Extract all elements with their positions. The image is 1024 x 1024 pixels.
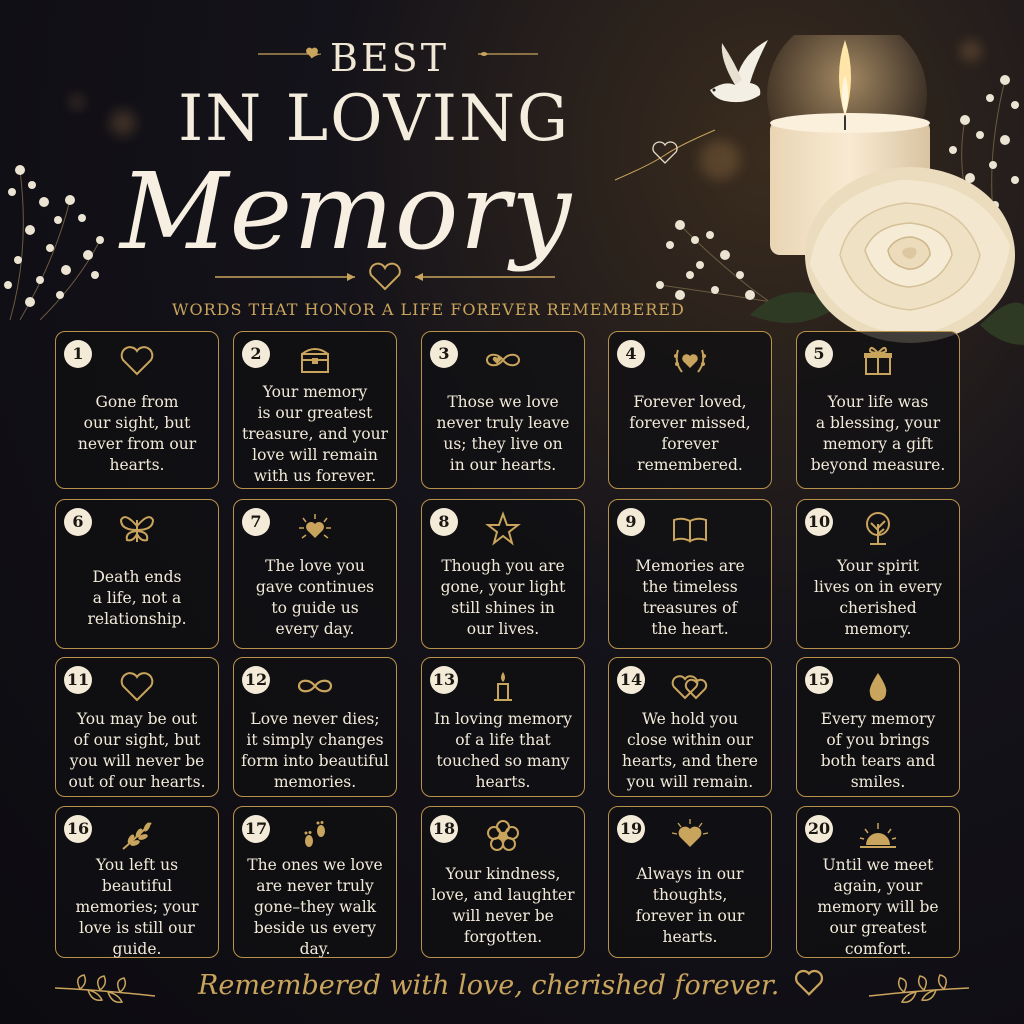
quote-line: is our greatest	[257, 403, 373, 422]
quote-card-14	[608, 657, 772, 797]
quote-line: us; they live on	[443, 435, 563, 453]
card-number-badge: 11	[64, 666, 92, 694]
card-quote	[62, 855, 212, 960]
quote-card-4	[608, 331, 772, 489]
card-number-badge: 12	[242, 666, 270, 694]
quote-line: In loving memory	[434, 710, 572, 728]
quote-line: hearts.	[662, 928, 718, 946]
quote-line: a life, not a	[92, 588, 182, 607]
card-number-badge: 4	[617, 340, 645, 368]
quote-line: you will never be	[69, 752, 205, 770]
card-quote	[240, 556, 390, 640]
quote-line: form into beautiful	[241, 752, 389, 770]
card-number-badge: 17	[242, 815, 270, 843]
quote-line: of a life that	[455, 731, 551, 749]
footer-text: Remembered with love, cherished forever.	[198, 970, 780, 1001]
quote-line: love, and laughter	[431, 886, 575, 904]
card-quote	[240, 382, 390, 487]
quote-line: beautiful	[101, 877, 173, 895]
quote-line: a blessing, your	[815, 414, 941, 432]
quote-line: thoughts,	[652, 886, 728, 904]
quote-line: Your life was	[827, 393, 929, 411]
quote-line: Your spirit	[837, 557, 919, 575]
title-best: BEST	[330, 36, 450, 80]
card-quote	[803, 855, 953, 960]
quote-line: Every memory	[820, 710, 936, 728]
title-in-loving: IN LOVING	[178, 82, 571, 156]
quote-line: memory.	[844, 620, 912, 638]
gift-icon	[858, 342, 898, 378]
heart-icon	[117, 668, 157, 704]
infinity-hearts-icon	[483, 342, 523, 378]
quote-line: remembered.	[637, 456, 743, 474]
quote-line: both tears and	[820, 752, 936, 770]
quote-line: lives on in every	[813, 578, 943, 596]
quote-line: hearts.	[475, 773, 531, 791]
card-quote	[615, 864, 765, 948]
subtitle: WORDS THAT HONOR A LIFE FOREVER REMEMBERED	[172, 300, 685, 319]
card-number-badge: 9	[617, 508, 645, 536]
quote-line: You may be out	[76, 710, 198, 728]
card-quote	[803, 709, 953, 793]
bokeh-light	[70, 95, 84, 109]
quote-card-10	[796, 499, 960, 649]
card-quote	[62, 567, 212, 630]
card-number-badge: 20	[805, 815, 833, 843]
quote-line: comfort.	[844, 940, 912, 958]
quote-card-2	[233, 331, 397, 489]
quote-card-1	[55, 331, 219, 489]
quote-card-20	[796, 806, 960, 958]
quote-line: Those we love	[447, 393, 559, 411]
sunrise-icon	[858, 817, 898, 853]
bokeh-light	[960, 40, 982, 62]
quote-line: the timeless	[642, 578, 738, 596]
quote-line: touched so many	[436, 752, 570, 770]
quote-line: of our sight, but	[73, 731, 201, 749]
quote-line: memory will be	[817, 898, 939, 916]
card-number-badge: 7	[242, 508, 270, 536]
quote-line: never truly leave	[436, 414, 570, 432]
tree-icon	[858, 510, 898, 546]
card-number-badge: 19	[617, 815, 645, 843]
quote-line: We hold you	[642, 710, 738, 728]
card-number-badge: 3	[430, 340, 458, 368]
quote-line: smiles.	[850, 773, 906, 791]
card-quote	[615, 392, 765, 476]
title-memory: Memory	[120, 150, 573, 273]
laurel-heart-icon	[670, 342, 710, 378]
quote-card-7	[233, 499, 397, 649]
card-quote	[803, 392, 953, 476]
flower-icon	[483, 817, 523, 853]
footprints-icon	[295, 817, 335, 853]
quote-line: our sight, but	[83, 414, 191, 432]
footer-tagline	[0, 968, 1024, 1001]
quote-line: treasure, and your	[242, 424, 388, 443]
candle-icon	[483, 668, 523, 704]
card-quote	[62, 709, 212, 793]
card-quote	[240, 855, 390, 960]
heart-icon	[305, 46, 319, 60]
quote-card-5	[796, 331, 960, 489]
heart-icon	[792, 968, 826, 998]
quote-line: out of our hearts.	[68, 773, 206, 791]
card-number-badge: 8	[430, 508, 458, 536]
card-quote	[428, 556, 578, 640]
heart-icon	[117, 342, 157, 378]
quote-card-16	[55, 806, 219, 958]
radiant-heart-icon	[295, 510, 335, 546]
card-number-badge: 10	[805, 508, 833, 536]
quote-card-9	[608, 499, 772, 649]
card-quote	[428, 709, 578, 793]
quote-line: love will remain	[252, 445, 378, 464]
card-number-badge: 1	[64, 340, 92, 368]
header-divider-ornament	[215, 262, 555, 292]
quote-line: Always in our	[636, 865, 744, 883]
open-book-icon	[670, 510, 710, 546]
card-number-badge: 13	[430, 666, 458, 694]
quote-line: our greatest	[829, 919, 927, 937]
quote-line: Love never dies;	[250, 710, 380, 728]
card-quote	[428, 392, 578, 476]
infinity-icon	[295, 668, 335, 704]
quote-line: gave continues	[255, 578, 375, 596]
quote-line: Until we meet	[822, 856, 934, 874]
quote-card-15	[796, 657, 960, 797]
card-quote	[803, 556, 953, 640]
card-quote	[240, 709, 390, 793]
quote-line: forever in our	[635, 907, 745, 925]
quote-line: cherished	[839, 599, 917, 617]
quote-line: The ones we love	[247, 856, 383, 874]
card-number-badge: 18	[430, 815, 458, 843]
quote-card-17	[233, 806, 397, 958]
quote-line: forgotten.	[463, 928, 543, 946]
dove-icon	[700, 35, 775, 115]
quote-line: The love you	[265, 557, 365, 575]
quote-line: Forever loved,	[633, 393, 747, 411]
quote-line: forever	[661, 435, 719, 453]
butterfly-icon	[117, 510, 157, 546]
quote-line: beyond measure.	[810, 456, 946, 474]
quote-line: it simply changes	[246, 731, 384, 749]
quote-line: memory a gift	[822, 435, 933, 453]
quote-line: You left us	[95, 856, 179, 874]
top-ornament-divider	[258, 44, 538, 64]
quote-line: memories; your	[75, 898, 199, 916]
quote-line: will never be	[452, 907, 554, 925]
card-number-badge: 14	[617, 666, 645, 694]
teardrop-icon	[858, 668, 898, 704]
card-quote	[615, 556, 765, 640]
card-number-badge: 16	[64, 815, 92, 843]
quote-line: Your memory	[262, 382, 368, 401]
quote-card-18	[421, 806, 585, 958]
quote-line: memories.	[273, 773, 357, 791]
quote-line: Memories are	[635, 557, 745, 575]
card-number-badge: 5	[805, 340, 833, 368]
babys-breath-left-decoration	[0, 130, 120, 320]
card-number-badge: 6	[64, 508, 92, 536]
card-quote	[62, 392, 212, 476]
card-number-badge: 2	[242, 340, 270, 368]
white-rose-icon	[730, 155, 1024, 350]
quote-line: again, your	[833, 877, 923, 895]
quote-line: are never truly	[256, 877, 374, 895]
quote-line: treasures of	[642, 599, 738, 617]
quote-line: with us forever.	[253, 466, 377, 485]
quote-line: beside us every	[253, 919, 377, 937]
quote-line: Though you are	[441, 557, 565, 575]
quote-line: our lives.	[466, 620, 540, 638]
quote-line: every day.	[275, 620, 355, 638]
quote-card-8	[421, 499, 585, 649]
quote-line: hearts.	[109, 456, 165, 474]
quote-line: Your kindness,	[445, 865, 561, 883]
quote-line: you will remain.	[626, 773, 754, 791]
card-number-badge: 15	[805, 666, 833, 694]
quote-line: love is still our	[79, 919, 195, 937]
quote-line: gone–they walk	[253, 898, 377, 916]
two-hearts-icon	[670, 668, 710, 704]
quote-line: guide.	[112, 940, 162, 958]
quote-line: gone, your light	[440, 578, 566, 596]
card-quote	[428, 864, 578, 948]
quote-line: hearts, and there	[622, 752, 758, 770]
quote-card-3	[421, 331, 585, 489]
quote-line: relationship.	[87, 609, 187, 628]
quote-line: the heart.	[651, 620, 729, 638]
quote-card-11	[55, 657, 219, 797]
quote-card-6	[55, 499, 219, 649]
quote-line: to guide us	[271, 599, 359, 617]
card-quote	[615, 709, 765, 793]
quote-card-13	[421, 657, 585, 797]
quote-line: forever missed,	[629, 414, 751, 432]
quote-line: never from our	[77, 435, 197, 453]
quote-line: of you brings	[826, 731, 930, 749]
treasure-chest-icon	[295, 342, 335, 378]
quote-card-12	[233, 657, 397, 797]
quote-line: Gone from	[95, 393, 179, 411]
quote-line: in our hearts.	[449, 456, 557, 474]
heart-trail-decoration	[610, 125, 720, 185]
quote-line: still shines in	[451, 599, 555, 617]
quote-line: Death ends	[92, 567, 182, 586]
leaf-branch-icon	[117, 817, 157, 853]
quote-line: close within our	[626, 731, 754, 749]
glowing-heart-icon	[670, 817, 710, 853]
quote-card-19	[608, 806, 772, 958]
quote-line: day.	[299, 940, 331, 958]
star-icon	[483, 510, 523, 546]
